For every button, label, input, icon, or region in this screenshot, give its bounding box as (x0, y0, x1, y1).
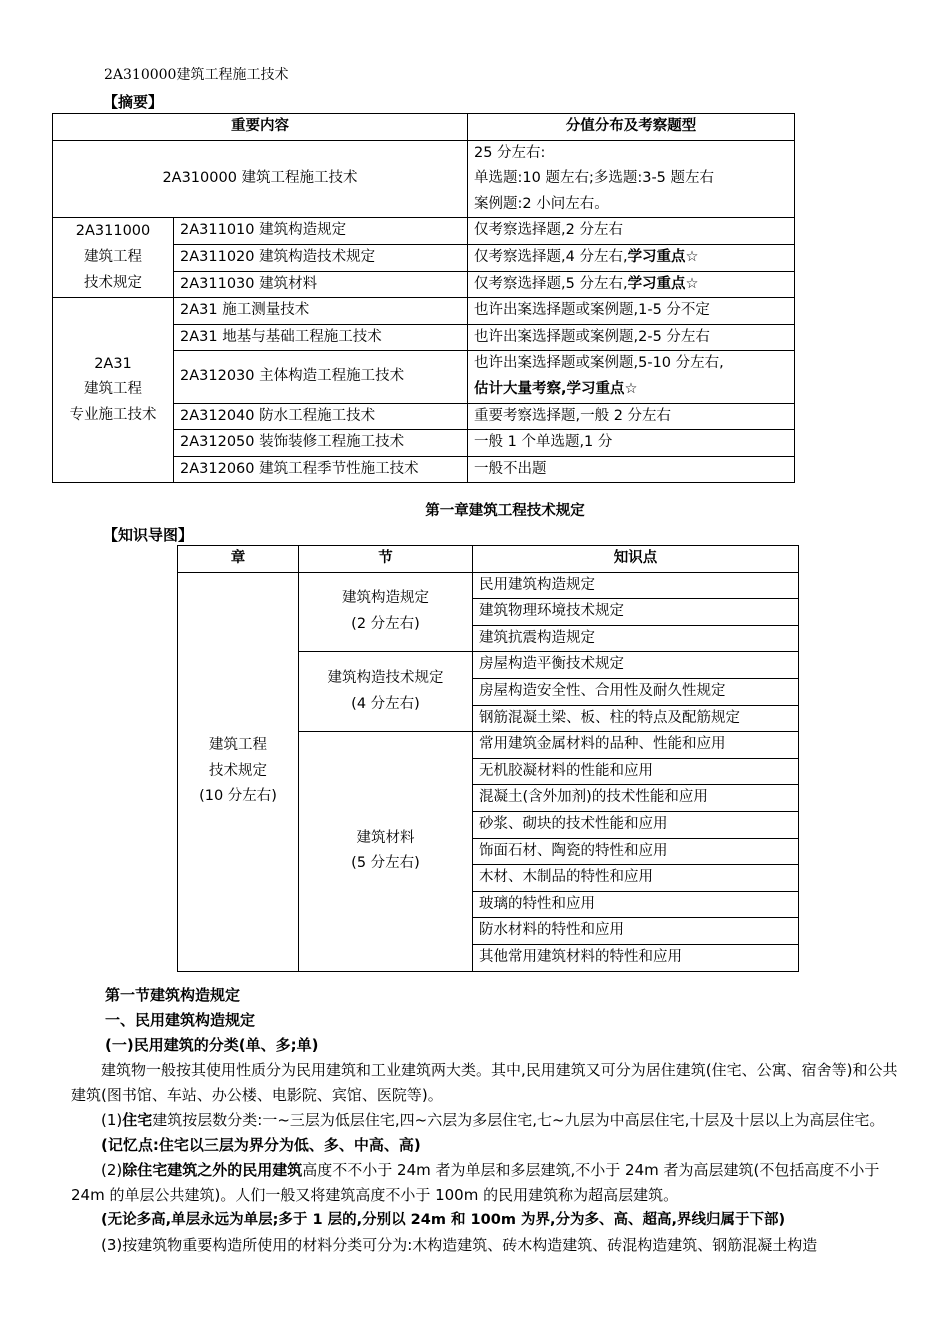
knowledge-point: 防水材料的特性和应用 (473, 918, 799, 945)
para-rest: 建筑按层数分类:一~三层为低层住宅,四~六层为多层住宅,七~九层为中高层住宅,十层及十层以上为高层住宅。 (152, 1111, 885, 1129)
memo: (记忆点:住宅以三层为界分为低、多、中高、高) (101, 1136, 421, 1154)
para-bold: 除住宅建筑之外的民用建筑 (122, 1161, 303, 1179)
summary-desc: 也许出案选择题或案例题,1-5 分不定 (468, 298, 795, 325)
knowledge-point: 混凝土(含外加剂)的技术性能和应用 (473, 785, 799, 812)
summary-desc: 重要考察选择题,一般 2 分左右 (468, 403, 795, 430)
knowledge-point: 常用建筑金属材料的品种、性能和应用 (473, 732, 799, 759)
knowledge-point: 无机胶凝材料的性能和应用 (473, 758, 799, 785)
summary-item: 2A31 地基与基础工程施工技术 (174, 324, 468, 351)
summary-item: 2A312030 主体构造工程施工技术 (174, 351, 468, 403)
section-line: (2 分左右) (351, 615, 420, 632)
desc-emphasis: 估计大量考察,学习重点☆ (474, 380, 638, 397)
section-line: 建筑构造技术规定 (327, 670, 444, 687)
mindmap-col-chapter: 章 (178, 546, 299, 573)
para-rest: 高度不不小于 24m 者为单层和多层建筑,不小于 24m 者为高层建筑(不包括高度不小于 24m 的单层公共建筑)。人们一般又将建筑高度不小于 100m 的民用建筑称为超高层建筑。 (71, 1161, 880, 1204)
group1-name (53, 218, 174, 298)
knowledge-point: 砂浆、砌块的技术性能和应用 (473, 811, 799, 838)
desc-emphasis: 学习重点☆ (627, 275, 699, 292)
section-line: (4 分左右) (351, 695, 420, 712)
summary-item: 2A312050 装饰装修工程施工技术 (174, 430, 468, 457)
knowledge-point: 房屋构造平衡技术规定 (473, 652, 799, 679)
mindmap-section (299, 572, 473, 652)
group2-name-line: 建筑工程 (84, 381, 142, 398)
summary-label: 【摘要】 (103, 93, 164, 111)
desc-text: 也许出案选择题或案例题,5-10 分左右, (474, 355, 724, 372)
knowledge-point: 玻璃的特性和应用 (473, 891, 799, 918)
summary-item: 2A312060 建筑工程季节性施工技术 (174, 456, 468, 483)
subheading: 一、民用建筑构造规定 (105, 1011, 256, 1029)
group2-name (53, 298, 174, 483)
summary-col-score: 分值分布及考察题型 (468, 114, 795, 141)
mindmap-col-points: 知识点 (473, 546, 799, 573)
summary-desc (468, 218, 795, 245)
para-prefix: (2) (101, 1161, 123, 1179)
body-text (71, 983, 907, 1258)
group2-name-line: 专业施工技术 (69, 407, 157, 424)
mindmap-col-section: 节 (299, 546, 473, 573)
section-line: 建筑材料 (356, 829, 415, 846)
summary-top-desc (468, 140, 795, 218)
chapter-line: 建筑工程 (209, 737, 267, 754)
section-line: 建筑构造规定 (342, 590, 429, 607)
knowledge-point: 房屋构造安全性、合用性及耐久性规定 (473, 678, 799, 705)
desc-text: 仅考察选择题,2 分左右 (474, 222, 623, 239)
mindmap-section (299, 652, 473, 732)
summary-col-content: 重要内容 (53, 114, 468, 141)
summary-desc: 一般 1 个单选题,1 分 (468, 430, 795, 457)
group1-name-line: 建筑工程 (84, 248, 142, 265)
paragraph: 建筑物一般按其使用性质分为民用建筑和工业建筑两大类。其中,民用建筑又可分为居住建筑(住宅、公寓、宿舍等)和公共建筑(图书馆、车站、办公楼、电影院、宾馆、医院等)。 (71, 1061, 898, 1104)
section-heading: 第一节建筑构造规定 (105, 986, 241, 1004)
knowledge-point: 木材、木制品的特性和应用 (473, 865, 799, 892)
knowledge-point: 钢筋混凝土梁、板、柱的特点及配筋规定 (473, 705, 799, 732)
summary-item: 2A311010 建筑构造规定 (174, 218, 468, 245)
section-line: (5 分左右) (351, 855, 420, 872)
group1-name-line: 技术规定 (84, 274, 142, 291)
summary-desc (468, 351, 795, 403)
summary-desc (468, 244, 795, 271)
summary-desc: 也许出案选择题或案例题,2-5 分左右 (468, 324, 795, 351)
chapter-line: (10 分左右) (199, 788, 277, 805)
para-prefix: (1) (101, 1111, 123, 1129)
paragraph: (3)按建筑物重要构造所使用的材料分类可分为:木构造建筑、砖木构造建筑、砖混构造建筑、钢筋混凝土构造 (101, 1236, 818, 1254)
knowledge-point: 其他常用建筑材料的特性和应用 (473, 944, 799, 971)
knowledge-point: 建筑抗震构造规定 (473, 625, 799, 652)
page-header: 2A310000建筑工程施工技术 (104, 67, 289, 83)
para-bold: 住宅 (122, 1111, 153, 1129)
mindmap-table (177, 545, 799, 972)
summary-top-line: 单选题:10 题左右;多选题:3-5 题左右 (474, 170, 715, 187)
summary-item: 2A311020 建筑构造技术规定 (174, 244, 468, 271)
summary-table (52, 113, 795, 483)
chapter-line: 技术规定 (209, 762, 267, 779)
summary-item: 2A312040 防水工程施工技术 (174, 403, 468, 430)
desc-emphasis: 学习重点☆ (627, 248, 699, 265)
summary-top-line: 案例题:2 小问左右。 (474, 195, 609, 212)
paragraph (71, 1158, 907, 1208)
knowledge-point: 民用建筑构造规定 (473, 572, 799, 599)
group2-name-line: 2A31 (94, 355, 132, 372)
mindmap-section (299, 732, 473, 971)
subsubheading: (一)民用建筑的分类(单、多;单) (105, 1036, 319, 1054)
mindmap-chapter (178, 572, 299, 971)
summary-item: 2A311030 建筑材料 (174, 271, 468, 298)
desc-text: 仅考察选择题,5 分左右, (474, 275, 628, 292)
summary-top-title: 2A310000 建筑工程施工技术 (53, 140, 468, 218)
knowledge-point: 建筑物理环境技术规定 (473, 599, 799, 626)
knowledge-point: 饰面石材、陶瓷的特性和应用 (473, 838, 799, 865)
summary-desc: 一般不出题 (468, 456, 795, 483)
memo: (无论多高,单层永远为单层;多于 1 层的,分别以 24m 和 100m 为界,分为多、高、超高,界线归属于下部) (101, 1212, 786, 1228)
group1-name-line: 2A311000 (75, 223, 151, 240)
summary-item: 2A31 施工测量技术 (174, 298, 468, 325)
mindmap-label: 【知识导图】 (103, 526, 194, 544)
paragraph (71, 1108, 907, 1133)
chapter-title: 第一章建筑工程技术规定 (425, 503, 585, 519)
summary-desc (468, 271, 795, 298)
summary-top-line: 25 分左右: (474, 144, 546, 161)
desc-text: 仅考察选择题,4 分左右, (474, 248, 628, 265)
